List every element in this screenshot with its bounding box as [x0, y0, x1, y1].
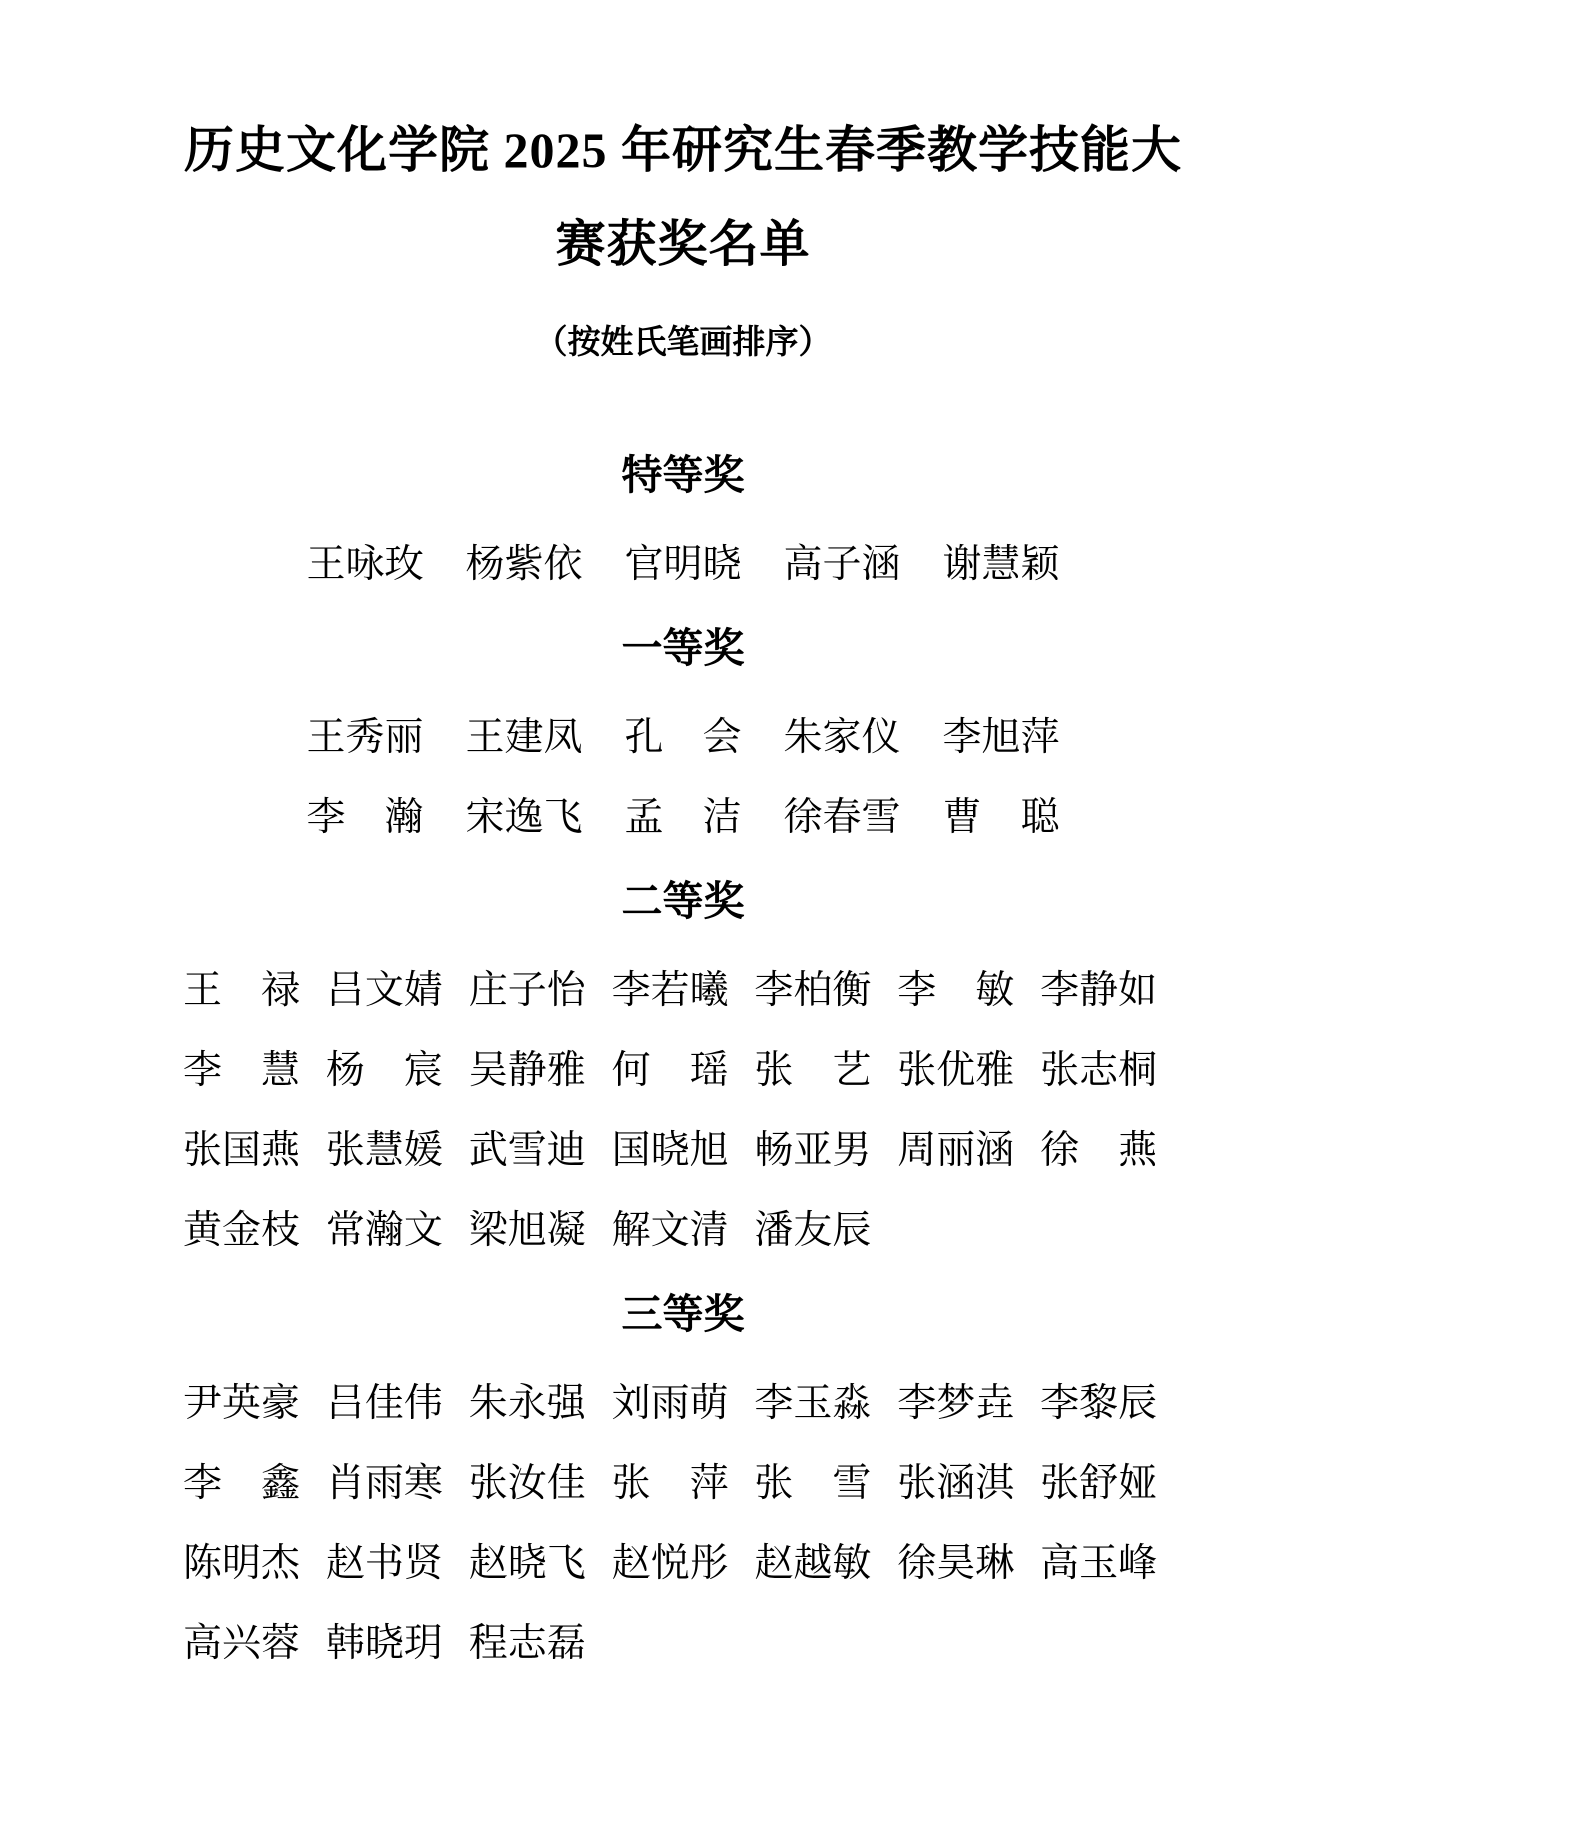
winner-name: 徐 燕 — [1040, 1129, 1158, 1172]
document-subtitle: （按姓氏笔画排序） — [534, 325, 832, 361]
section-first-prize — [183, 625, 1183, 839]
winner-name: 宋逸飞 — [465, 796, 583, 839]
winner-name: 吴静雅 — [468, 1049, 586, 1092]
winner-name: 周丽涵 — [897, 1129, 1015, 1172]
section-header-first-prize: 一等奖 — [621, 625, 745, 671]
winner-name: 高子涵 — [783, 543, 901, 586]
winner-name: 张 艺 — [754, 1049, 872, 1092]
winner-row — [183, 1463, 1183, 1505]
winner-name: 李若曦 — [611, 969, 729, 1012]
winner-name: 常瀚文 — [325, 1209, 443, 1252]
winner-name: 徐春雪 — [783, 796, 901, 839]
winner-name: 何 瑶 — [611, 1049, 729, 1092]
winner-name: 尹英豪 — [183, 1382, 301, 1425]
winner-name: 赵晓飞 — [468, 1542, 586, 1585]
winner-row — [183, 1623, 1183, 1665]
winner-name: 张汝佳 — [468, 1462, 586, 1505]
section-special-prize — [183, 452, 1183, 586]
winner-row — [183, 970, 1183, 1012]
winner-row — [183, 544, 1183, 586]
winner-row — [183, 1210, 1183, 1252]
winner-name: 李柏衡 — [754, 969, 872, 1012]
winner-name: 黄金枝 — [183, 1209, 301, 1252]
winner-name: 李黎辰 — [1040, 1382, 1158, 1425]
winner-name: 肖雨寒 — [325, 1462, 443, 1505]
section-second-prize — [183, 878, 1183, 1252]
winner-row — [183, 717, 1183, 759]
winner-name: 杨 宸 — [325, 1049, 443, 1092]
winner-name: 李 慧 — [183, 1049, 301, 1092]
winner-name: 吕佳伟 — [325, 1382, 443, 1425]
winner-name: 徐昊琳 — [897, 1542, 1015, 1585]
winner-name: 王咏玫 — [306, 543, 424, 586]
winner-name: 张涵淇 — [897, 1462, 1015, 1505]
section-header-third-prize: 三等奖 — [621, 1291, 745, 1337]
winner-name: 赵书贤 — [325, 1542, 443, 1585]
winner-name: 杨紫依 — [465, 543, 583, 586]
winner-row — [183, 1050, 1183, 1092]
winner-name: 韩晓玥 — [325, 1622, 443, 1665]
winner-name: 赵越敏 — [754, 1542, 872, 1585]
winner-name: 张国燕 — [183, 1129, 301, 1172]
prize-sections-container — [183, 452, 1183, 1665]
winner-name: 吕文婧 — [325, 969, 443, 1012]
winner-name: 张舒娅 — [1040, 1462, 1158, 1505]
winner-name: 程志磊 — [468, 1622, 586, 1665]
section-header-second-prize: 二等奖 — [621, 878, 745, 924]
winner-name: 庄子怡 — [468, 969, 586, 1012]
winner-name: 张慧媛 — [325, 1129, 443, 1172]
winner-name: 张 萍 — [611, 1462, 729, 1505]
winner-name: 解文清 — [611, 1209, 729, 1252]
winner-name: 王秀丽 — [306, 716, 424, 759]
winner-name: 武雪迪 — [468, 1129, 586, 1172]
winner-name: 朱永强 — [468, 1382, 586, 1425]
winner-name: 赵悦彤 — [611, 1542, 729, 1585]
winner-name: 畅亚男 — [754, 1129, 872, 1172]
winner-name: 王建凤 — [465, 716, 583, 759]
winner-name: 梁旭凝 — [468, 1209, 586, 1252]
winner-name: 官明晓 — [624, 543, 742, 586]
winner-row — [183, 1130, 1183, 1172]
winner-name: 谢慧颖 — [942, 543, 1060, 586]
winner-name: 国晓旭 — [611, 1129, 729, 1172]
winner-name: 李 鑫 — [183, 1462, 301, 1505]
winner-name: 朱家仪 — [783, 716, 901, 759]
winner-name: 李静如 — [1040, 969, 1158, 1012]
winner-name: 高玉峰 — [1040, 1542, 1158, 1585]
winner-name: 孔 会 — [624, 716, 742, 759]
winner-name: 王 禄 — [183, 969, 301, 1012]
winner-name: 曹 聪 — [942, 796, 1060, 839]
winner-name: 陈明杰 — [183, 1542, 301, 1585]
document-title: 历史文化学院 2025 年研究生春季教学技能大赛获奖名单 — [184, 122, 1182, 272]
section-third-prize — [183, 1291, 1183, 1665]
section-header-special-prize: 特等奖 — [621, 452, 745, 498]
winner-name: 李 敏 — [897, 969, 1015, 1012]
winner-row — [183, 797, 1183, 839]
winner-row — [183, 1383, 1183, 1425]
winner-row — [183, 1543, 1183, 1585]
winner-name: 潘友辰 — [754, 1209, 872, 1252]
winner-name: 高兴蓉 — [183, 1622, 301, 1665]
winner-name: 张志桐 — [1040, 1049, 1158, 1092]
winner-name: 李旭萍 — [942, 716, 1060, 759]
winner-name: 孟 洁 — [624, 796, 742, 839]
winner-name: 张 雪 — [754, 1462, 872, 1505]
winner-name: 李玉淼 — [754, 1382, 872, 1425]
winner-name: 李梦垚 — [897, 1382, 1015, 1425]
winner-name: 张优雅 — [897, 1049, 1015, 1092]
winner-name: 刘雨萌 — [611, 1382, 729, 1425]
winner-name: 李 瀚 — [306, 796, 424, 839]
